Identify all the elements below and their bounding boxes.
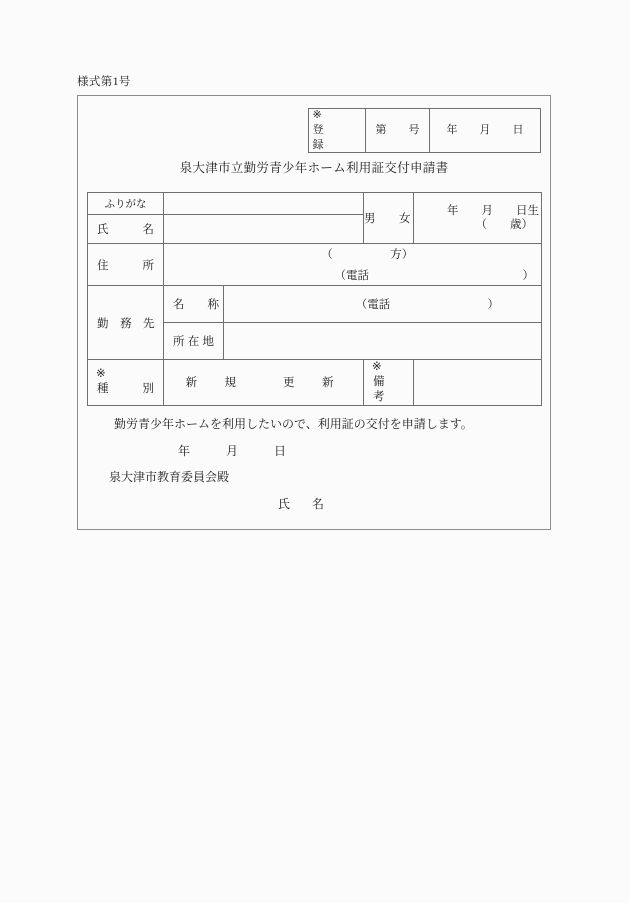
workplace-name-label-text: 名 称 (173, 299, 219, 311)
statement-addressee: 泉大津市教育委員会殿 (109, 470, 230, 484)
remarks-input[interactable] (414, 360, 542, 406)
workplace-label-text: 勤 務 先 (97, 317, 155, 330)
remarks-label: 備 考 (373, 375, 408, 403)
registration-date-cell[interactable] (429, 109, 540, 152)
workplace-tel-open: （電話 (355, 299, 391, 311)
workplace-tel-close: ） (487, 299, 499, 311)
registration-number-label: 第 号 (375, 124, 420, 137)
workplace-name-input[interactable] (224, 286, 542, 323)
applicant-table (87, 192, 542, 406)
birthdate-line2: （ 歳） (475, 219, 533, 231)
furigana-input[interactable] (164, 193, 364, 215)
registration-label-cell (309, 109, 365, 152)
workplace-label (88, 286, 164, 360)
statement-date-year[interactable]: 年 (178, 444, 191, 458)
address-input[interactable] (164, 244, 542, 286)
remarks-label-cell (364, 360, 414, 406)
registration-date-label: 年 月 日 (446, 124, 524, 137)
registration-number-cell[interactable] (365, 109, 429, 152)
type-label: 種 別 (97, 383, 154, 396)
remarks-mark: ※ (372, 361, 382, 373)
form-outer-frame (77, 95, 551, 530)
address-label-text: 住 所 (97, 259, 154, 272)
name-input[interactable] (164, 215, 364, 244)
name-label-text: 氏 名 (97, 224, 154, 236)
signature-label[interactable]: 氏 名 (278, 497, 330, 511)
furigana-label: ふりがな (88, 193, 164, 215)
table-row-furigana (88, 193, 542, 215)
document-title: 泉大津市立勤労青少年ホーム利用証交付申請書 (179, 161, 449, 175)
address-tel-close: ） (522, 270, 534, 282)
address-label (88, 244, 164, 286)
address-kata-note: （ 方） (321, 249, 414, 261)
statement-body: 勤労青少年ホームを利用したいので、利用証の交付を申請します。 (114, 417, 473, 431)
type-label-cell (88, 360, 164, 406)
workplace-location-label-text: 所 在 地 (173, 336, 214, 348)
registration-box (308, 108, 541, 153)
type-mark: ※ (96, 368, 106, 381)
statement-date-day[interactable]: 日 (274, 444, 287, 458)
table-row-address (88, 244, 542, 286)
workplace-location-input[interactable] (224, 323, 542, 360)
type-options[interactable]: 新 規 更 新 (164, 360, 364, 406)
name-label (88, 215, 164, 244)
birthdate-cell[interactable] (414, 193, 542, 244)
registration-mark: ※ (312, 109, 322, 122)
address-tel-open: （電話 (334, 270, 370, 282)
birthdate-line1: 年 月 日生 (447, 204, 539, 217)
table-row-type (88, 360, 542, 406)
form-number: 様式第1号 (77, 76, 131, 88)
workplace-name-label (164, 286, 224, 323)
statement-date-month[interactable]: 月 (226, 444, 239, 458)
gender-cell[interactable]: 男 女 (364, 193, 414, 244)
registration-label: 登 録 (312, 124, 355, 151)
table-row-workplace-name (88, 286, 542, 323)
workplace-location-label (164, 323, 224, 360)
